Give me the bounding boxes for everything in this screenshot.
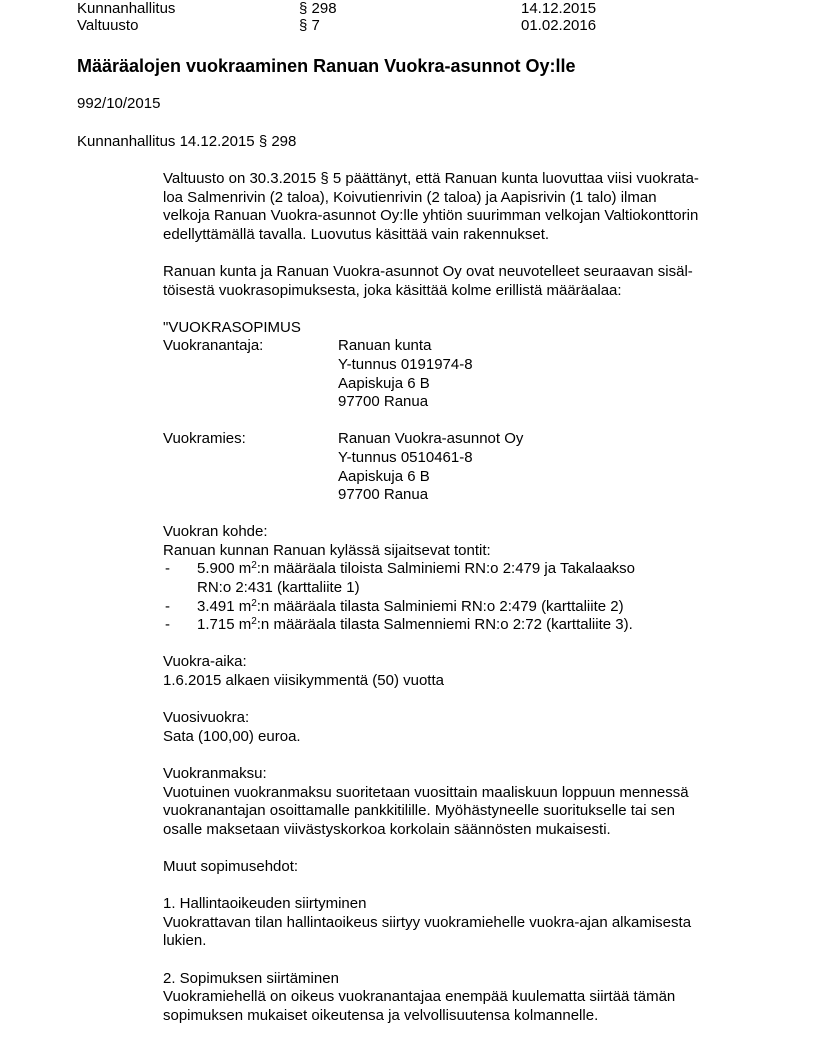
object-intro: Ranuan kunnan Ranuan kylässä sijaitsevat tontit: bbox=[163, 541, 491, 559]
clause-2-heading: 2. Sopimuksen siirtäminen bbox=[163, 969, 339, 987]
header-body-1: Kunnanhallitus bbox=[77, 0, 176, 17]
list-item: - 3.491 $m^2:n$ määräala tilasta Salminiemi RN:o 2:479 (karttaliite 2) bbox=[165, 597, 624, 615]
paragraph-line: töisestä vuokrasopimuksesta, joka käsittää kolme erillistä määräalaa: bbox=[163, 281, 622, 299]
annual-rent-text: Sata (100,00) euroa. bbox=[163, 727, 301, 745]
lessee-label: Vuokramies: bbox=[163, 430, 246, 448]
paragraph-line: loa Salmenrivin (2 taloa), Koivutienrivin (2 taloa) ja Aapisrivin (1 talo) ilman bbox=[163, 188, 657, 206]
object-heading: Vuokran kohde: bbox=[163, 523, 268, 541]
term-heading: Vuokra-aika: bbox=[163, 653, 247, 671]
header-date-2: 01.02.2016 bbox=[521, 17, 597, 34]
paragraph-2 bbox=[163, 263, 763, 300]
document-title: Määräalojen vuokraaminen Ranuan Vuokra-asunnot Oy:lle bbox=[77, 56, 576, 76]
lessor-line: Aapiskuja 6 B bbox=[338, 374, 430, 392]
lessor-line: Y-tunnus 0191974-8 bbox=[338, 355, 473, 373]
lessee-line: Aapiskuja 6 B bbox=[338, 467, 430, 485]
header-section-1: § 298 bbox=[299, 0, 337, 17]
lessee-section bbox=[163, 430, 763, 504]
payment-line: vuokranantajan osoittamalle pankkitilille. Myöhästyneelle suoritukselle tai sen bbox=[163, 802, 675, 820]
lessee-line: Ranuan Vuokra-asunnot Oy bbox=[338, 430, 524, 448]
lessor-line: 97700 Ranua bbox=[338, 393, 429, 411]
payment-line: osalle maksetaan viivästyskorkoa korkolain säännösten mukaisesti. bbox=[163, 820, 611, 838]
paragraph-line: velkoja Ranuan Vuokra-asunnot Oy:lle yhtiön suurimman velkojan Valtiokonttorin bbox=[163, 207, 699, 225]
lessor-section bbox=[163, 337, 763, 411]
annual-rent-heading: Vuosivuokra: bbox=[163, 709, 250, 727]
paragraph-1 bbox=[163, 170, 763, 244]
meeting-line: Kunnanhallitus 14.12.2015 § 298 bbox=[77, 133, 297, 150]
list-item: - 5.900 $m^2:n$ määräala tiloista Salminiemi RN:o 2:479 ja Takalaakso bbox=[165, 560, 636, 578]
object-section bbox=[163, 523, 763, 635]
lessee-line: 97700 Ranua bbox=[338, 486, 429, 504]
payment-line: Vuotuinen vuokranmaksu suoritetaan vuosittain maaliskuun loppuun mennessä bbox=[163, 783, 689, 801]
lessor-label: Vuokranantaja: bbox=[163, 337, 264, 355]
paragraph-line: Valtuusto on 30.3.2015 § 5 päättänyt, että Ranuan kunta luovuttaa viisi vuokrata- bbox=[163, 170, 699, 187]
paragraph-line: Ranuan kunta ja Ranuan Vuokra-asunnot Oy ovat neuvotelleet seuraavan sisäl- bbox=[163, 262, 693, 280]
clause-1-line: Vuokrattavan tilan hallintaoikeus siirtyy vuokramiehelle vuokra-ajan alkamisesta bbox=[163, 913, 692, 931]
list-item-continuation: RN:o 2:431 (karttaliite 1) bbox=[197, 579, 360, 597]
lessee-line: Y-tunnus 0510461-8 bbox=[338, 448, 473, 466]
contract-heading: "VUOKRASOPIMUS bbox=[163, 318, 301, 336]
clause-2-line: sopimuksen mukaiset oikeutensa ja velvollisuutensa kolmannelle. bbox=[163, 1006, 599, 1024]
diary-number: 992/10/2015 bbox=[77, 95, 161, 112]
term-text: 1.6.2015 alkaen viisikymmentä (50) vuotta bbox=[163, 672, 444, 690]
other-terms-heading: Muut sopimusehdot: bbox=[163, 857, 299, 875]
clause-1-heading: 1. Hallintaoikeuden siirtyminen bbox=[163, 895, 367, 913]
header-section-2: § 7 bbox=[299, 17, 320, 34]
clause-1-line: lukien. bbox=[163, 932, 207, 950]
list-item: - 1.715 $m^2:n$ määräala tilasta Salmenniemi RN:o 2:72 (karttaliite 3). bbox=[165, 616, 633, 634]
header-body-2: Valtuusto bbox=[77, 17, 139, 34]
header-date-1: 14.12.2015 bbox=[521, 0, 597, 17]
paragraph-line: edellyttämällä tavalla. Luovutus käsittää vain rakennukset. bbox=[163, 225, 550, 243]
clause-2-line: Vuokramiehellä on oikeus vuokranantajaa enempää kuulematta siirtää tämän bbox=[163, 988, 676, 1006]
body-text bbox=[163, 170, 763, 1025]
lessor-line: Ranuan kunta bbox=[338, 337, 432, 355]
payment-heading: Vuokranmaksu: bbox=[163, 765, 267, 782]
